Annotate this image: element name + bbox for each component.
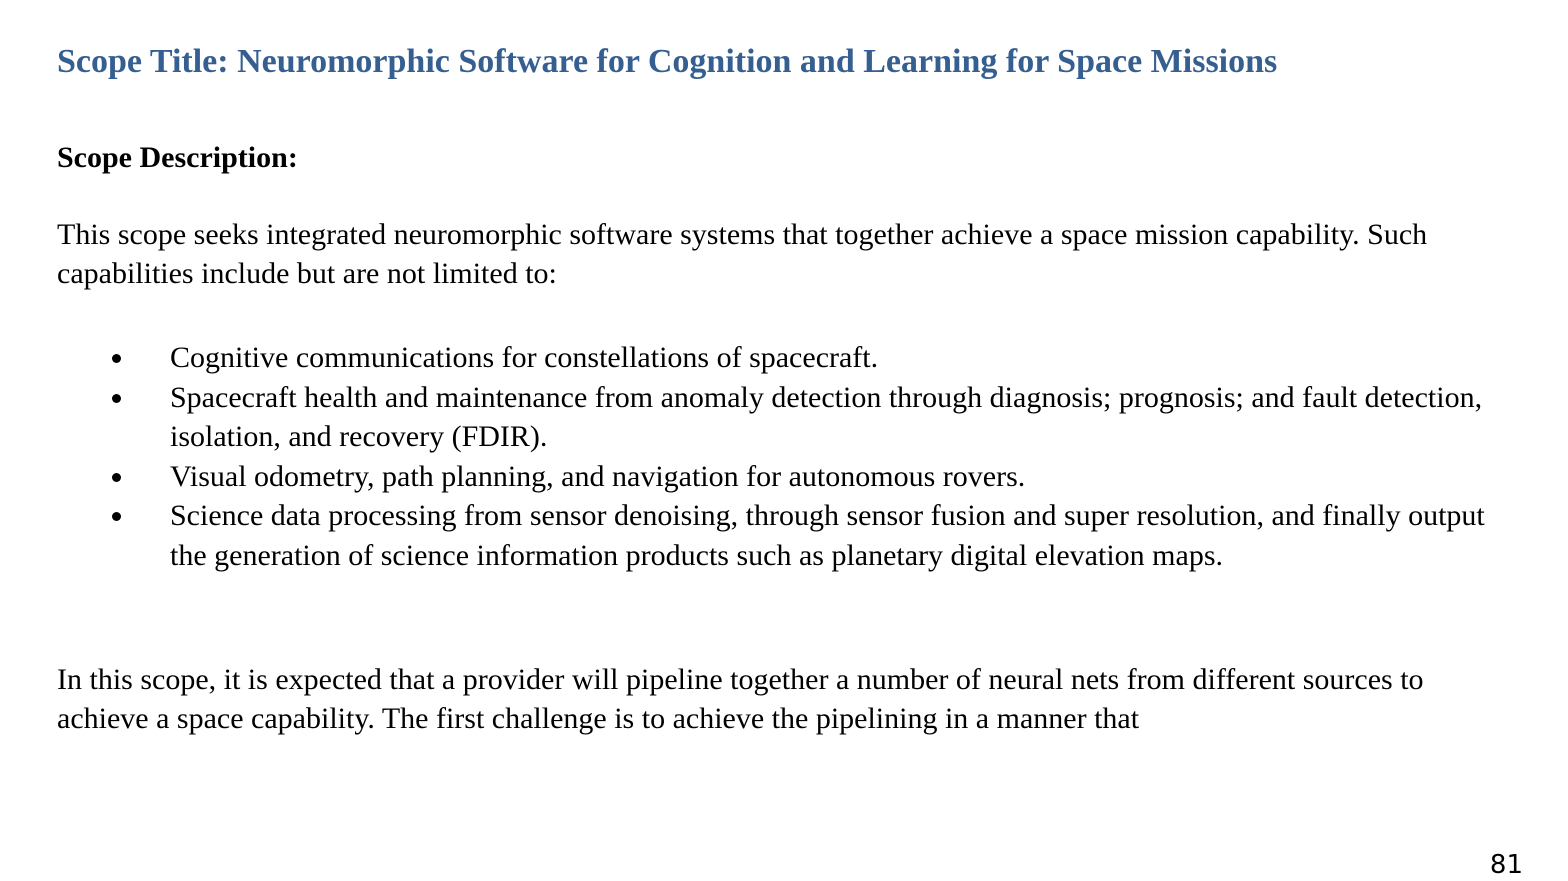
bullet-icon — [112, 354, 121, 363]
closing-paragraph: In this scope, it is expected that a provider will pipeline together a number of neural nets from different sources to achieve a space capability. The first challenge is to achieve the pipelining in a manner that — [57, 663, 1424, 735]
scope-description-heading: Scope Description: — [57, 141, 298, 174]
intro-paragraph: This scope seeks integrated neuromorphic software systems that together achieve a space mission capability. Such capabilities include but are not limited to: — [57, 218, 1428, 290]
bullet-icon — [112, 512, 121, 521]
scope-title: Scope Title: Neuromorphic Software for Cognition and Learning for Space Missions — [57, 43, 1278, 80]
bullet-icon — [112, 394, 121, 403]
list-item-text: Spacecraft health and maintenance from anomaly detection through diagnosis; prognosis; and fault detection, isolation, and recovery (FDIR). — [170, 380, 1483, 453]
list-item-text: Cognitive communications for constellations of spacecraft. — [170, 341, 879, 374]
page-number: 81 — [1489, 850, 1523, 880]
list-item-text: Science data processing from sensor denoising, through sensor fusion and super resolution, and finally output the generation of science information products such as planetary digital elevation maps. — [170, 499, 1485, 572]
list-item-text: Visual odometry, path planning, and navigation for autonomous rovers. — [170, 459, 1026, 493]
capabilities-list — [57, 338, 1507, 575]
bullet-icon — [112, 473, 121, 482]
list-item — [57, 338, 1507, 378]
list-item — [57, 457, 1507, 497]
list-item — [57, 378, 1507, 457]
list-item — [57, 496, 1507, 575]
